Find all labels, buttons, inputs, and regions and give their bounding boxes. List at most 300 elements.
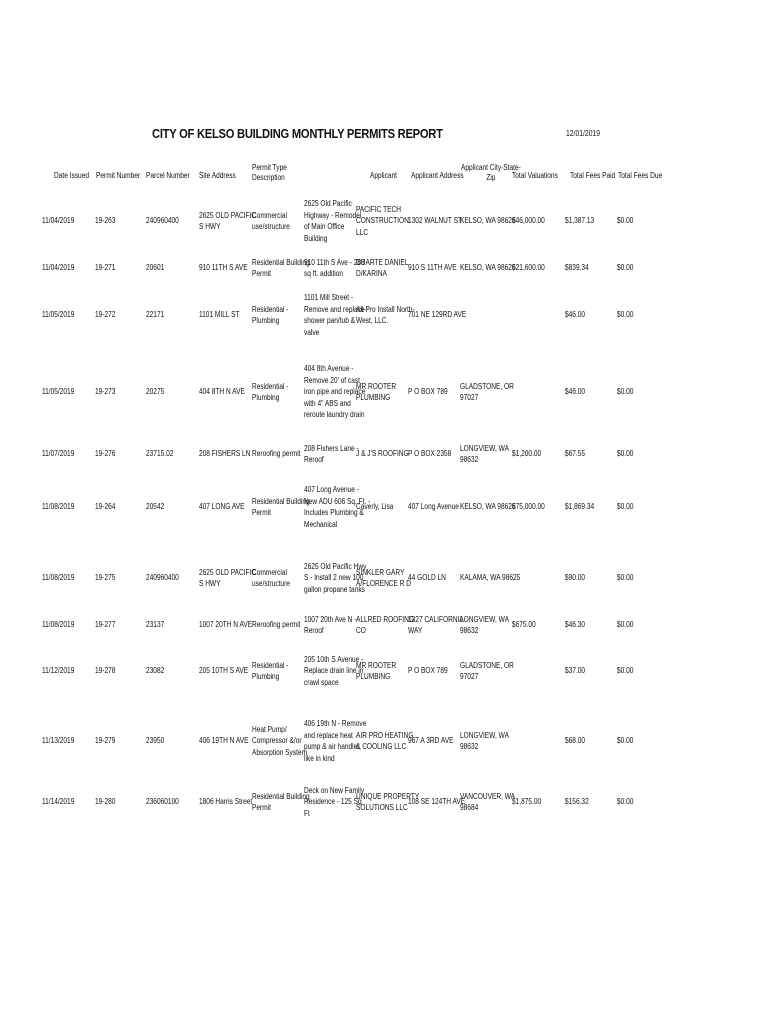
cell-description-line: Remove and replace bbox=[304, 304, 365, 314]
cell-applicant bbox=[356, 204, 409, 239]
cell-total-fees-due-line: $0.00 bbox=[617, 736, 634, 746]
cell-description bbox=[304, 443, 359, 466]
header-applicant: Applicant bbox=[370, 171, 397, 180]
cell-permit-number bbox=[95, 735, 115, 747]
cell-applicant-address-line: 701 NE 129RD AVE bbox=[408, 310, 467, 320]
cell-permit-number bbox=[95, 796, 115, 808]
cell-description-line: Reroof bbox=[304, 626, 324, 635]
cell-applicant-line: A/FLORENCE R D bbox=[356, 579, 412, 588]
cell-description-line: valve bbox=[304, 327, 320, 337]
cell-total-fees-due bbox=[617, 665, 633, 677]
cell-description-line: Replace drain line in bbox=[304, 666, 364, 676]
cell-total-fees-due bbox=[617, 386, 633, 398]
cell-total-fees-due bbox=[617, 796, 633, 808]
cell-total-fees-due bbox=[617, 215, 633, 227]
cell-permit-number bbox=[95, 215, 115, 227]
cell-applicant-address-line: 407 Long Avenue bbox=[408, 502, 459, 512]
cell-parcel-number-line: 240960400 bbox=[146, 216, 179, 226]
cell-applicant-line: SINKLER GARY bbox=[356, 567, 405, 577]
cell-date-issued-line: 11/12/2019 bbox=[42, 666, 75, 676]
cell-permit-number-line: 19-277 bbox=[95, 620, 116, 630]
cell-description-line: 406 19th N - Remove bbox=[304, 719, 367, 728]
cell-permit-number-line: 19-275 bbox=[95, 573, 116, 583]
cell-applicant-city bbox=[460, 381, 514, 404]
cell-date-issued-line: 11/14/2019 bbox=[42, 797, 75, 807]
cell-parcel-number-line: 20275 bbox=[146, 387, 165, 397]
cell-applicant-line: UNIQUE PROPERTY bbox=[356, 791, 420, 801]
header-permit-type bbox=[252, 163, 287, 183]
cell-parcel-number-line: 20542 bbox=[146, 502, 165, 512]
cell-applicant-line: LLC bbox=[356, 227, 369, 237]
cell-description-line: pump & air handler, bbox=[304, 742, 361, 751]
cell-applicant bbox=[356, 660, 396, 683]
cell-parcel-number-line: 23082 bbox=[146, 666, 165, 676]
cell-description-line: crawl space bbox=[304, 677, 339, 687]
cell-description-line: 2625 Old Pacific Hwy bbox=[304, 561, 367, 571]
cell-applicant-line: D/KARINA bbox=[356, 269, 387, 278]
cell-applicant-city-line: KELSO, WA 98626 bbox=[460, 502, 516, 512]
cell-parcel-number bbox=[146, 735, 164, 747]
cell-total-fees-due bbox=[617, 262, 633, 274]
cell-permit-type-line: Commercial bbox=[252, 210, 287, 220]
cell-total-fees-due bbox=[617, 619, 633, 631]
cell-date-issued-line: 11/08/2019 bbox=[42, 620, 75, 630]
cell-permit-number bbox=[95, 262, 115, 274]
cell-parcel-number bbox=[146, 572, 179, 584]
cell-total-fees-paid bbox=[565, 796, 589, 808]
cell-applicant-city bbox=[460, 614, 509, 637]
cell-total-fees-due-line: $0.00 bbox=[617, 387, 634, 397]
cell-total-valuation-line: $75,000.00 bbox=[512, 502, 545, 512]
cell-applicant-address-line: P O BOX 789 bbox=[408, 387, 448, 397]
cell-permit-number-line: 19-264 bbox=[95, 502, 116, 512]
cell-site-address-line: 205 10TH S AVE bbox=[199, 666, 249, 676]
cell-permit-type bbox=[252, 304, 288, 327]
cell-applicant-city bbox=[460, 262, 516, 274]
cell-total-fees-paid bbox=[565, 386, 585, 398]
cell-applicant-address bbox=[408, 448, 451, 460]
cell-total-valuation-line: $46,000.00 bbox=[512, 216, 545, 226]
cell-applicant-address-line: P O BOX 2358 bbox=[408, 449, 452, 459]
cell-total-fees-paid bbox=[565, 309, 585, 321]
cell-applicant-address bbox=[408, 735, 453, 747]
cell-applicant-city-line: GLADSTONE, OR bbox=[460, 660, 514, 670]
cell-applicant-city bbox=[460, 501, 516, 513]
cell-date-issued-line: 11/08/2019 bbox=[42, 502, 75, 512]
cell-applicant-city-line: KELSO, WA 98626 bbox=[460, 263, 516, 273]
cell-applicant-address bbox=[408, 309, 466, 321]
cell-permit-type-line: Heat Pump/ bbox=[252, 724, 287, 734]
cell-description-line: 2625 Old Pacific bbox=[304, 199, 352, 208]
cell-applicant-line: PLUMBING bbox=[356, 672, 391, 681]
cell-total-fees-due bbox=[617, 501, 633, 513]
cell-site-address-line: 1101 MILL ST bbox=[199, 310, 240, 320]
cell-description-line: sq ft. addition bbox=[304, 269, 344, 278]
cell-applicant-city-line: VANCOUVER, WA bbox=[460, 791, 516, 801]
cell-applicant-address bbox=[408, 572, 446, 584]
cell-description bbox=[304, 198, 361, 244]
cell-applicant-address-line: 1327 CALIFORNIA bbox=[408, 614, 464, 624]
cell-total-fees-paid bbox=[565, 448, 585, 460]
cell-applicant-city-line: 97027 bbox=[460, 672, 479, 681]
header-applicant-city-line2: Zip bbox=[486, 173, 496, 182]
cell-date-issued bbox=[42, 501, 74, 513]
cell-parcel-number bbox=[146, 619, 164, 631]
cell-applicant-city-line: 97027 bbox=[460, 393, 479, 402]
cell-total-fees-paid-line: $67.55 bbox=[565, 449, 586, 459]
cell-applicant-city-line: 98632 bbox=[460, 742, 479, 751]
cell-date-issued bbox=[42, 262, 74, 274]
cell-applicant-line: CONSTRUCTION bbox=[356, 216, 409, 226]
cell-total-valuation-line: $1,875.00 bbox=[512, 797, 542, 807]
cell-total-fees-paid-line: $37.00 bbox=[565, 666, 586, 676]
cell-applicant-city bbox=[460, 791, 515, 814]
cell-permit-number-line: 19-271 bbox=[95, 263, 116, 273]
cell-total-fees-due-line: $0.00 bbox=[617, 449, 634, 459]
cell-permit-number bbox=[95, 448, 115, 460]
cell-permit-type bbox=[252, 381, 288, 404]
cell-total-fees-paid bbox=[565, 665, 585, 677]
cell-permit-number-line: 19-273 bbox=[95, 387, 116, 397]
cell-site-address bbox=[199, 735, 248, 747]
cell-total-fees-paid-line: $46.30 bbox=[565, 620, 586, 630]
cell-date-issued-line: 11/04/2019 bbox=[42, 263, 75, 273]
cell-parcel-number-line: 23950 bbox=[146, 736, 165, 746]
cell-date-issued bbox=[42, 665, 74, 677]
cell-total-fees-due bbox=[617, 572, 633, 584]
cell-applicant-city-line: 98632 bbox=[460, 455, 479, 464]
cell-permit-type-line: Plumbing bbox=[252, 316, 280, 325]
cell-applicant-line: MR ROOTER bbox=[356, 660, 397, 670]
cell-total-fees-due-line: $0.00 bbox=[617, 216, 634, 226]
cell-total-fees-paid-line: $90.00 bbox=[565, 573, 586, 583]
cell-description-line: iron pipe and replace bbox=[304, 387, 366, 397]
cell-total-valuation-line: $21,600.00 bbox=[512, 263, 545, 273]
cell-parcel-number-line: 20601 bbox=[146, 263, 165, 273]
cell-parcel-number-line: 240960400 bbox=[146, 573, 179, 583]
cell-description-line: like in kind bbox=[304, 753, 335, 763]
cell-applicant-address bbox=[408, 262, 457, 274]
cell-permit-number-line: 19-279 bbox=[95, 736, 116, 746]
header-total-valuations: Total Valuations bbox=[512, 171, 558, 180]
cell-total-fees-paid-line: $46.00 bbox=[565, 387, 586, 397]
cell-site-address-line: 208 FISHERS LN bbox=[199, 449, 251, 459]
header-parcel-number: Parcel Number bbox=[146, 171, 190, 180]
cell-total-valuation bbox=[512, 215, 545, 227]
cell-permit-type bbox=[252, 448, 300, 460]
cell-parcel-number bbox=[146, 309, 164, 321]
cell-applicant-line: J & J'S ROOFING bbox=[356, 449, 409, 459]
cell-date-issued bbox=[42, 386, 74, 398]
cell-parcel-number-line: 22171 bbox=[146, 310, 165, 320]
cell-site-address bbox=[199, 619, 252, 631]
cell-description-line: Includes Plumbing & bbox=[304, 508, 364, 517]
cell-permit-type-line: Reroofing permit bbox=[252, 620, 301, 630]
cell-permit-type bbox=[252, 210, 290, 233]
cell-applicant bbox=[356, 257, 408, 280]
cell-date-issued-line: 11/05/2019 bbox=[42, 310, 75, 320]
cell-permit-type-line: Compressor &/or bbox=[252, 736, 302, 746]
cell-parcel-number bbox=[146, 796, 179, 808]
cell-parcel-number bbox=[146, 448, 173, 460]
cell-parcel-number bbox=[146, 215, 179, 227]
cell-description-line: 208 Fishers Lane - bbox=[304, 443, 359, 453]
cell-permit-type-line: Absorption System bbox=[252, 747, 308, 757]
cell-applicant-address-line: 44 GOLD LN bbox=[408, 573, 446, 583]
cell-applicant-line: PLUMBING bbox=[356, 393, 391, 402]
cell-date-issued bbox=[42, 309, 74, 321]
report-title: CITY OF KELSO BUILDING MONTHLY PERMITS REPORT bbox=[152, 126, 443, 141]
cell-permit-type bbox=[252, 257, 310, 280]
header-applicant-city-line1: Applicant City-State- bbox=[461, 163, 521, 172]
cell-total-fees-due-line: $0.00 bbox=[617, 573, 634, 583]
cell-date-issued-line: 11/05/2019 bbox=[42, 387, 75, 397]
cell-date-issued bbox=[42, 448, 74, 460]
cell-permit-type bbox=[252, 660, 288, 683]
cell-total-valuation bbox=[512, 796, 541, 808]
cell-site-address bbox=[199, 309, 239, 321]
cell-applicant-address bbox=[408, 501, 459, 513]
cell-permit-number bbox=[95, 309, 115, 321]
cell-applicant-city bbox=[460, 572, 520, 584]
cell-permit-number bbox=[95, 501, 115, 513]
cell-description-line: 1101 Mill Street - bbox=[304, 293, 354, 302]
cell-total-fees-paid-line: $46.00 bbox=[565, 310, 586, 320]
cell-site-address-line: 404 8TH N AVE bbox=[199, 387, 245, 397]
header-date-issued: Date Issued bbox=[54, 171, 90, 180]
cell-applicant bbox=[356, 501, 393, 513]
cell-applicant-line: & COOLING LLC bbox=[356, 742, 407, 751]
cell-applicant-city-line: KALAMA, WA 98625 bbox=[460, 573, 521, 583]
cell-site-address bbox=[199, 501, 244, 513]
cell-permit-type-line: Permit bbox=[252, 803, 271, 812]
cell-applicant-line: AIR PRO HEATING bbox=[356, 730, 414, 740]
cell-description-line: 404 8th Avenue - bbox=[304, 364, 354, 374]
cell-applicant bbox=[356, 614, 414, 637]
cell-applicant-line: Caverly, Lisa bbox=[356, 502, 394, 512]
cell-total-fees-paid bbox=[565, 619, 585, 631]
cell-date-issued-line: 11/07/2019 bbox=[42, 449, 75, 459]
cell-description-line: Building bbox=[304, 233, 328, 243]
cell-permit-type bbox=[252, 496, 310, 519]
cell-total-fees-due-line: $0.00 bbox=[617, 666, 634, 676]
cell-site-address bbox=[199, 386, 245, 398]
cell-description-line: Reroof bbox=[304, 455, 324, 464]
cell-applicant-line: PACIFIC TECH bbox=[356, 204, 401, 214]
cell-permit-type-line: Reroofing permit bbox=[252, 449, 301, 459]
cell-description-line: with 4" ABS and bbox=[304, 398, 351, 408]
cell-permit-number-line: 19-263 bbox=[95, 216, 116, 226]
cell-applicant-city-line: GLADSTONE, OR bbox=[460, 381, 514, 391]
cell-permit-number bbox=[95, 619, 115, 631]
cell-permit-type-line: Plumbing bbox=[252, 672, 280, 681]
cell-applicant-address bbox=[408, 386, 448, 398]
cell-total-fees-paid bbox=[565, 735, 585, 747]
cell-total-valuation-line: $1,200.00 bbox=[512, 449, 542, 459]
cell-permit-number bbox=[95, 572, 115, 584]
cell-site-address bbox=[199, 262, 248, 274]
cell-description-line: reroute laundry drain bbox=[304, 410, 365, 420]
cell-description bbox=[304, 614, 356, 637]
cell-site-address-line: S HWY bbox=[199, 222, 221, 231]
cell-description-line: Remove 20' of cast bbox=[304, 375, 360, 385]
cell-applicant-address bbox=[408, 796, 465, 808]
report-date: 12/01/2019 bbox=[566, 129, 601, 138]
cell-permit-type-line: Permit bbox=[252, 269, 271, 278]
cell-applicant bbox=[356, 304, 415, 327]
header-total-fees-paid: Total Fees Paid bbox=[570, 171, 616, 180]
cell-applicant-line: ALLRED ROOFING bbox=[356, 614, 414, 624]
cell-parcel-number bbox=[146, 501, 164, 513]
header-permit-type-line1: Permit Type bbox=[252, 163, 287, 172]
cell-permit-type-line: Plumbing bbox=[252, 393, 280, 402]
cell-site-address-line: 406 19TH N AVE bbox=[199, 736, 249, 746]
cell-date-issued-line: 11/13/2019 bbox=[42, 736, 75, 746]
cell-applicant-address-line: 967 A 3RD AVE bbox=[408, 736, 454, 746]
cell-site-address bbox=[199, 796, 252, 808]
cell-site-address-line: 1007 20TH N AVE bbox=[199, 620, 253, 630]
cell-total-valuation bbox=[512, 448, 541, 460]
cell-description-line: Deck on New Family bbox=[304, 785, 365, 795]
cell-permit-type bbox=[252, 791, 310, 814]
cell-applicant bbox=[356, 730, 413, 753]
cell-total-valuation-line: $675.00 bbox=[512, 620, 536, 630]
cell-description-line: Highway - Remodel bbox=[304, 210, 362, 220]
cell-description-line: 1007 20th Ave N - bbox=[304, 614, 357, 624]
cell-total-fees-paid-line: $1,387.13 bbox=[565, 216, 595, 226]
header-applicant-address: Applicant Address bbox=[411, 171, 464, 180]
cell-permit-type bbox=[252, 724, 307, 759]
cell-description-line: S - Install 2 new 100 bbox=[304, 573, 364, 583]
cell-total-fees-due-line: $0.00 bbox=[617, 502, 634, 512]
header-site-address: Site Address bbox=[199, 171, 236, 180]
cell-total-fees-due-line: $0.00 bbox=[617, 263, 634, 273]
cell-permit-type-line: Residential - bbox=[252, 660, 289, 670]
cell-applicant-city-line: LONGVIEW, WA bbox=[460, 730, 509, 740]
cell-permit-type-line: Residential - bbox=[252, 381, 289, 391]
cell-parcel-number-line: 236060100 bbox=[146, 797, 179, 807]
cell-site-address-line: 1806 Harris Street bbox=[199, 797, 253, 807]
cell-total-fees-paid bbox=[565, 501, 594, 513]
cell-parcel-number bbox=[146, 262, 164, 274]
cell-description-line: gallon propane tanks bbox=[304, 584, 365, 594]
cell-total-fees-due-line: $0.00 bbox=[617, 797, 634, 807]
cell-site-address-line: S HWY bbox=[199, 579, 221, 588]
cell-total-fees-paid bbox=[565, 572, 585, 584]
cell-description bbox=[304, 654, 363, 689]
cell-total-fees-due bbox=[617, 448, 633, 460]
cell-total-fees-paid-line: $68.00 bbox=[565, 736, 586, 746]
cell-applicant-address bbox=[408, 614, 464, 637]
cell-applicant-address-line: WAY bbox=[408, 626, 423, 635]
cell-description-line: 407 Long Avenue - bbox=[304, 485, 359, 494]
cell-permit-number-line: 19-276 bbox=[95, 449, 116, 459]
cell-description-line: New ADU 606 Sq. Ft. - bbox=[304, 496, 371, 506]
cell-total-fees-paid bbox=[565, 262, 589, 274]
cell-description-line: Mechanical bbox=[304, 519, 338, 529]
cell-applicant-city bbox=[460, 660, 514, 683]
cell-applicant-address-line: P O BOX 789 bbox=[408, 666, 448, 676]
cell-permit-type-line: Residential Building bbox=[252, 257, 310, 267]
cell-total-fees-paid-line: $1,869.34 bbox=[565, 502, 595, 512]
cell-applicant-line: MR ROOTER bbox=[356, 381, 397, 391]
cell-total-fees-due-line: $0.00 bbox=[617, 310, 634, 320]
cell-permit-type-line: Residential - bbox=[252, 304, 289, 314]
cell-site-address bbox=[199, 567, 256, 590]
cell-applicant-address bbox=[408, 215, 462, 227]
cell-applicant-city-line: LONGVIEW, WA bbox=[460, 443, 509, 453]
cell-applicant-line: CO bbox=[356, 626, 366, 635]
cell-total-fees-paid-line: $839.34 bbox=[565, 263, 589, 273]
cell-applicant bbox=[356, 448, 409, 460]
cell-total-valuation bbox=[512, 501, 545, 513]
cell-permit-type-line: Residential Building bbox=[252, 791, 310, 801]
cell-permit-type-line: Commercial bbox=[252, 567, 287, 577]
cell-total-valuation bbox=[512, 619, 536, 631]
cell-date-issued bbox=[42, 572, 74, 584]
cell-permit-number bbox=[95, 386, 115, 398]
header-permit-type-line2: Description bbox=[252, 173, 285, 182]
cell-applicant-address-line: 108 SE 124TH AVE bbox=[408, 797, 466, 807]
cell-applicant-line: West, LLC. bbox=[356, 316, 389, 325]
cell-site-address-line: 2625 OLD PACIFIC bbox=[199, 210, 257, 220]
cell-total-fees-due bbox=[617, 309, 633, 321]
cell-description-line: 910 11th S Ave - 288 bbox=[304, 257, 365, 267]
cell-description-line: 205 10th S Avenue - bbox=[304, 654, 364, 664]
cell-permit-type-line: Residential Building bbox=[252, 496, 310, 506]
cell-applicant-city bbox=[460, 443, 509, 466]
cell-permit-type-line: Permit bbox=[252, 508, 271, 517]
cell-parcel-number-line: 23137 bbox=[146, 620, 165, 630]
cell-total-fees-paid bbox=[565, 215, 594, 227]
cell-applicant-address-line: 910 S 11TH AVE bbox=[408, 263, 457, 273]
cell-site-address-line: 2625 OLD PACIFIC bbox=[199, 567, 257, 577]
cell-site-address bbox=[199, 210, 256, 233]
cell-site-address-line: 910 11TH S AVE bbox=[199, 263, 248, 273]
cell-applicant bbox=[356, 567, 411, 590]
cell-description-line: of Main Office bbox=[304, 222, 345, 231]
cell-date-issued bbox=[42, 215, 74, 227]
cell-total-valuation bbox=[512, 262, 545, 274]
cell-description-line: Residence - 125 Sq bbox=[304, 797, 362, 807]
cell-applicant-city-line: 98684 bbox=[460, 803, 479, 812]
cell-applicant-city-line: LONGVIEW, WA bbox=[460, 614, 509, 624]
cell-permit-number bbox=[95, 665, 115, 677]
cell-permit-number-line: 19-272 bbox=[95, 310, 116, 320]
cell-date-issued bbox=[42, 796, 74, 808]
cell-applicant-city bbox=[460, 215, 516, 227]
cell-site-address-line: 407 LONG AVE bbox=[199, 502, 245, 512]
cell-permit-number-line: 19-280 bbox=[95, 797, 116, 807]
cell-total-fees-due bbox=[617, 735, 633, 747]
cell-description-line: shower pan/tub & bbox=[304, 316, 356, 325]
cell-applicant-city-line: 98632 bbox=[460, 626, 479, 635]
cell-applicant-line: SOLUTIONS LLC bbox=[356, 803, 408, 812]
cell-applicant-city bbox=[460, 730, 509, 753]
cell-applicant-city-line: KELSO, WA 98626 bbox=[460, 216, 516, 226]
cell-parcel-number bbox=[146, 665, 164, 677]
cell-site-address bbox=[199, 665, 248, 677]
cell-total-fees-paid-line: $156.32 bbox=[565, 797, 589, 807]
cell-applicant-address bbox=[408, 665, 448, 677]
cell-permit-type bbox=[252, 567, 290, 590]
cell-parcel-number-line: 23715.02 bbox=[146, 449, 174, 459]
cell-permit-type-line: use/structure bbox=[252, 579, 290, 588]
cell-total-fees-due-line: $0.00 bbox=[617, 620, 634, 630]
cell-description-line: and replace heat bbox=[304, 730, 353, 740]
cell-applicant bbox=[356, 381, 396, 404]
cell-date-issued bbox=[42, 619, 74, 631]
